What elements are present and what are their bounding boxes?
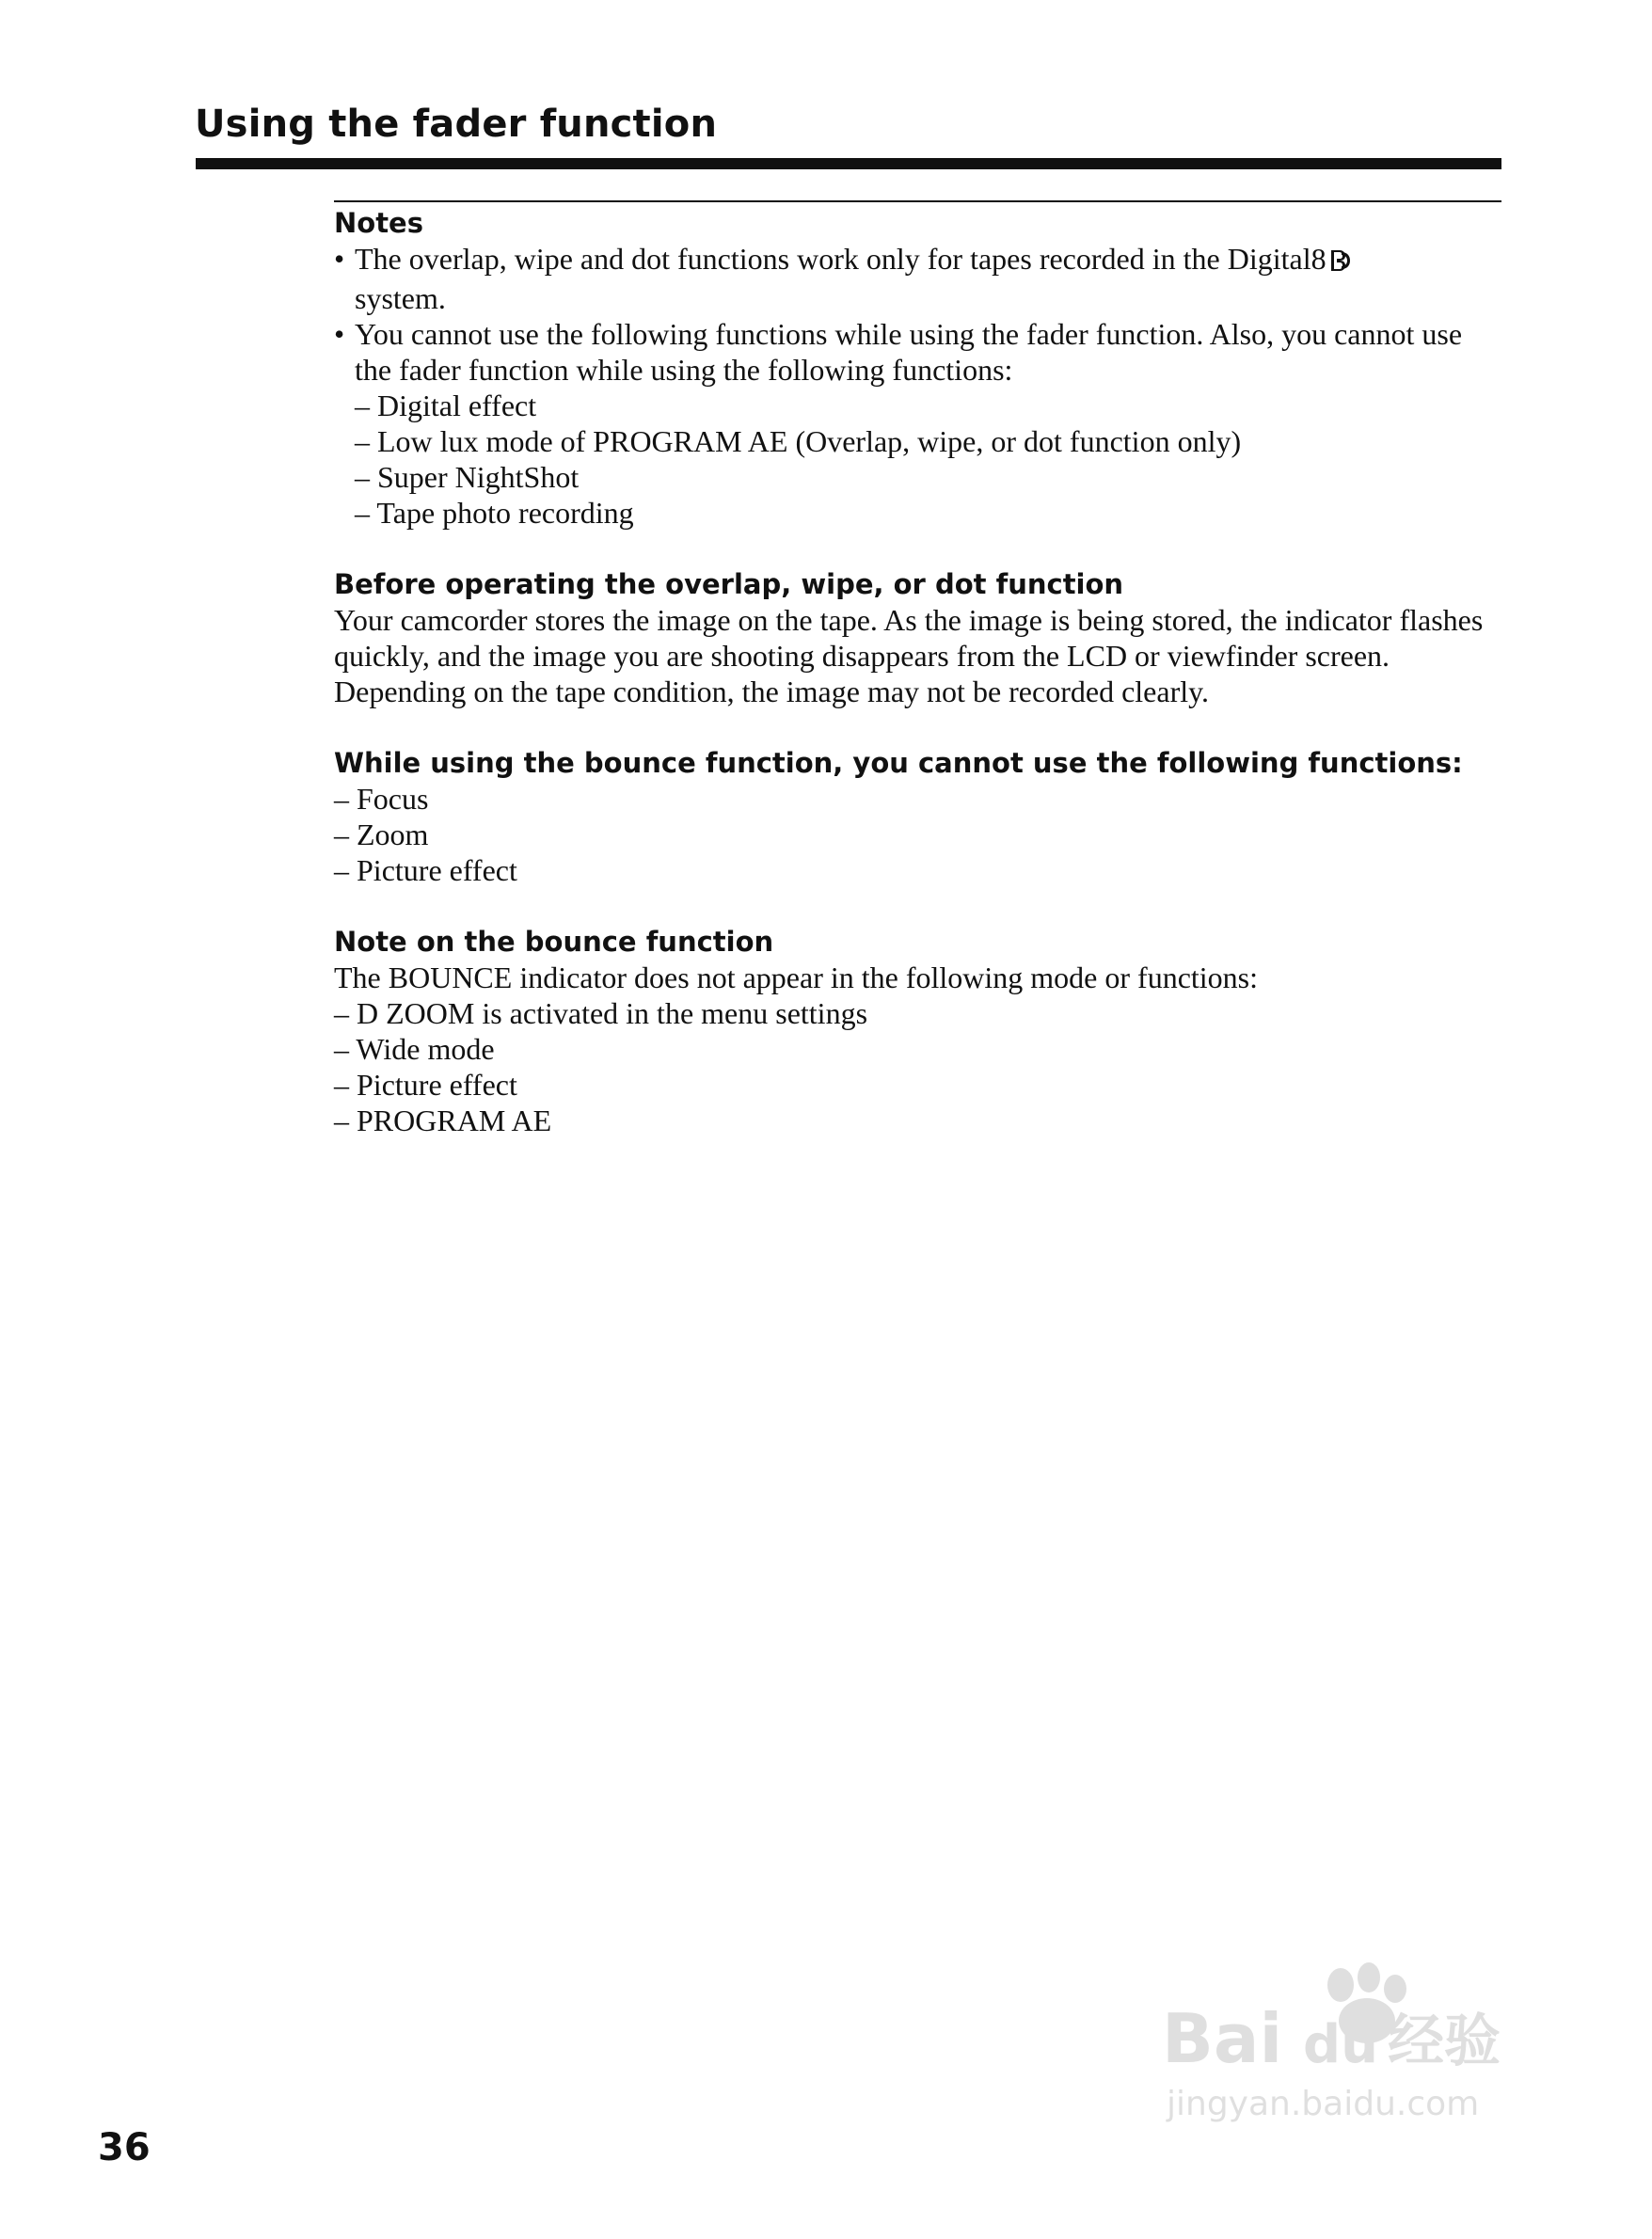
before-operating-heading: Before operating the overlap, wipe, or dot function bbox=[334, 568, 1124, 600]
page-content bbox=[334, 205, 1505, 1138]
list-item: – Digital effect bbox=[355, 389, 537, 422]
section-rule bbox=[334, 200, 1501, 202]
list-item: – Wide mode bbox=[334, 1032, 495, 1066]
baidu-watermark bbox=[1152, 1957, 1548, 2126]
svg-text:Bai: Bai bbox=[1162, 1999, 1283, 2078]
digital8-logo-icon bbox=[1330, 245, 1351, 280]
list-item: – Picture effect bbox=[334, 1068, 517, 1102]
note-bullet-1 bbox=[334, 241, 1505, 316]
svg-text:经验: 经验 bbox=[1388, 2009, 1501, 2074]
list-item: – Focus bbox=[334, 782, 429, 816]
bounce-note-body: The BOUNCE indicator does not appear in the following mode or functions: bbox=[334, 961, 1259, 994]
notes-heading: Notes bbox=[334, 207, 423, 239]
note-bullet-2 bbox=[334, 316, 1505, 388]
page-number: 36 bbox=[98, 2126, 151, 2169]
bullet-dot: • bbox=[334, 242, 345, 276]
list-item: – Super NightShot bbox=[355, 460, 580, 494]
page-title: Using the fader function bbox=[195, 103, 718, 146]
list-item: – Low lux mode of PROGRAM AE (Overlap, wipe, or dot function only) bbox=[355, 424, 1242, 458]
list-item: – Zoom bbox=[334, 818, 429, 851]
bounce-note-heading: Note on the bounce function bbox=[334, 926, 774, 958]
list-item: – Picture effect bbox=[334, 853, 517, 887]
note-text-2: You cannot use the following functions while using the fader function. Also, you cannot use the fader function while using the following functions: bbox=[355, 317, 1463, 387]
list-item: – D ZOOM is activated in the menu settings bbox=[334, 996, 868, 1030]
svg-text:jingyan.baidu.com: jingyan.baidu.com bbox=[1167, 2085, 1480, 2123]
note-text-1-continuation: system. bbox=[355, 281, 446, 315]
note-text-1: The overlap, wipe and dot functions work only for tapes recorded in the Digital8 bbox=[355, 242, 1326, 276]
list-item: – Tape photo recording bbox=[355, 496, 634, 530]
bullet-dot: • bbox=[334, 317, 345, 351]
title-rule bbox=[196, 158, 1501, 169]
list-item: – PROGRAM AE bbox=[334, 1104, 552, 1137]
before-operating-body: Your camcorder stores the image on the tape. As the image is being stored, the indicator flashes quickly, and the image you are shooting disappears from the LCD or viewfinder screen. Depending on the tape condition, the image may not be recorded clearly. bbox=[334, 603, 1484, 708]
svg-text:du: du bbox=[1303, 2014, 1378, 2075]
bounce-restrictions-heading: While using the bounce function, you cannot use the following functions: bbox=[334, 747, 1463, 779]
